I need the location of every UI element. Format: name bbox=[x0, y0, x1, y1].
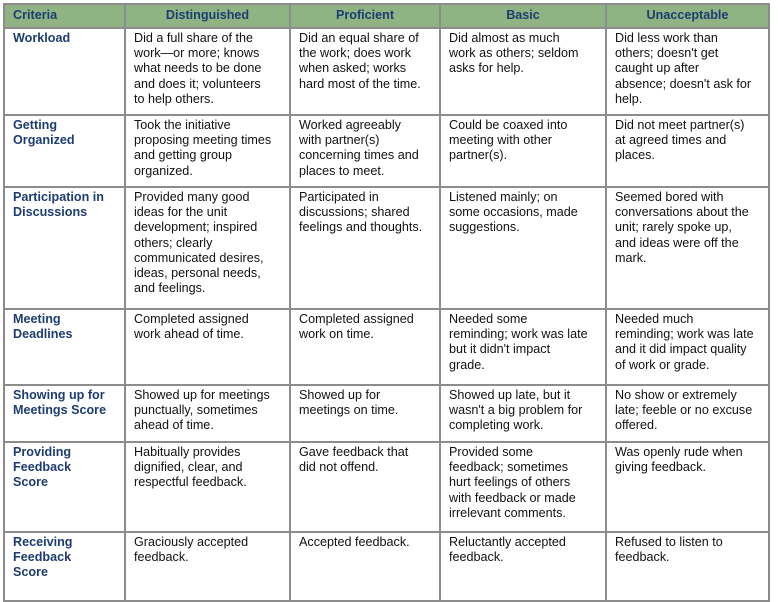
cell-text-line: meetings on time. bbox=[299, 403, 399, 418]
criteria-cell bbox=[4, 28, 125, 115]
table-row bbox=[4, 385, 769, 442]
cell-text-line: Gave feedback that bbox=[299, 445, 409, 459]
cell-text-line: suggestions. bbox=[449, 220, 520, 235]
proficient-cell bbox=[290, 385, 440, 442]
table-row bbox=[4, 115, 769, 187]
cell-text-line: Did almost as much bbox=[449, 31, 560, 45]
cell-text-line: work ahead of time. bbox=[134, 327, 244, 342]
cell-text-line: reminding; work was late bbox=[449, 327, 588, 342]
cell-text-line: at agreed times and bbox=[615, 133, 727, 148]
cell-text-line: did not offend. bbox=[299, 460, 379, 475]
cell-text-line: Did less work than bbox=[615, 31, 718, 45]
basic-cell bbox=[440, 385, 606, 442]
cell-text-line: proposing meeting times bbox=[134, 133, 272, 148]
unacceptable-cell bbox=[606, 187, 769, 309]
distinguished-cell bbox=[125, 115, 290, 187]
cell-text-line: Completed assigned bbox=[134, 312, 249, 326]
cell-text-line: work on time. bbox=[299, 327, 374, 342]
distinguished-cell bbox=[125, 532, 290, 601]
header-basic: Basic bbox=[440, 4, 606, 28]
cell-text-line: Getting bbox=[13, 118, 58, 132]
proficient-cell bbox=[290, 532, 440, 601]
cell-text-line: dignified, clear, and bbox=[134, 460, 243, 475]
cell-text-line: with partner(s) bbox=[299, 133, 380, 148]
cell-text-line: reminding; work was late bbox=[615, 327, 754, 342]
cell-text-line: Meetings Score bbox=[13, 403, 107, 418]
cell-text-line: Listened mainly; on bbox=[449, 190, 558, 204]
cell-text-line: asks for help. bbox=[449, 61, 524, 76]
unacceptable-cell bbox=[606, 115, 769, 187]
table-row bbox=[4, 187, 769, 309]
cell-text-line: offered. bbox=[615, 418, 658, 433]
basic-cell bbox=[440, 115, 606, 187]
cell-text-line: some occasions, made bbox=[449, 205, 578, 220]
cell-text-line: discussions; shared bbox=[299, 205, 410, 220]
cell-text-line: Refused to listen to bbox=[615, 535, 723, 549]
cell-text-line: ahead of time. bbox=[134, 418, 214, 433]
cell-text-line: and does it; volunteers bbox=[134, 76, 261, 91]
cell-text-line: of work or grade. bbox=[615, 357, 710, 372]
cell-text-line: feedback. bbox=[615, 550, 670, 565]
table-row bbox=[4, 532, 769, 601]
cell-text-line: giving feedback. bbox=[615, 460, 707, 475]
cell-text-line: Receiving bbox=[13, 535, 73, 549]
cell-text-line: Participation in bbox=[13, 190, 104, 204]
header-distinguished: Distinguished bbox=[125, 4, 290, 28]
basic-cell bbox=[440, 532, 606, 601]
cell-text-line: Reluctantly accepted bbox=[449, 535, 566, 549]
basic-cell bbox=[440, 28, 606, 115]
cell-text-line: and it did impact quality bbox=[615, 342, 747, 357]
cell-text-line: mark. bbox=[615, 250, 647, 265]
distinguished-cell bbox=[125, 442, 290, 532]
cell-text-line: places to meet. bbox=[299, 163, 385, 178]
basic-cell bbox=[440, 442, 606, 532]
cell-text-line: and getting group bbox=[134, 148, 233, 163]
cell-text-line: Took the initiative bbox=[134, 118, 231, 132]
cell-text-line: irrelevant comments. bbox=[449, 505, 566, 520]
unacceptable-cell bbox=[606, 442, 769, 532]
cell-text-line: feedback. bbox=[449, 550, 504, 565]
cell-text-line: completing work. bbox=[449, 418, 544, 433]
cell-text-line: feedback. bbox=[134, 550, 189, 565]
unacceptable-cell bbox=[606, 309, 769, 385]
cell-text-line: Score bbox=[13, 475, 49, 490]
criteria-cell bbox=[4, 532, 125, 601]
criteria-cell bbox=[4, 309, 125, 385]
cell-text-line: ideas, personal needs, bbox=[134, 266, 261, 281]
cell-text-line: Did a full share of the bbox=[134, 31, 254, 45]
distinguished-cell bbox=[125, 385, 290, 442]
cell-text-line: Graciously accepted bbox=[134, 535, 249, 549]
cell-text-line: Did not meet partner(s) bbox=[615, 118, 745, 132]
cell-text-line: Did an equal share of bbox=[299, 31, 419, 45]
cell-text-line: Providing bbox=[13, 445, 72, 459]
cell-text-line: concerning times and bbox=[299, 148, 419, 163]
cell-text-line: places. bbox=[615, 148, 655, 163]
cell-text-line: Showed up for meetings bbox=[134, 388, 270, 402]
cell-text-line: communicated desires, bbox=[134, 250, 264, 265]
cell-text-line: grade. bbox=[449, 357, 485, 372]
rubric-header bbox=[4, 4, 769, 28]
cell-text-line: Provided some bbox=[449, 445, 533, 459]
cell-text-line: when asked; works bbox=[299, 61, 407, 76]
table-row bbox=[4, 442, 769, 532]
criteria-cell bbox=[4, 442, 125, 532]
table-row bbox=[4, 309, 769, 385]
header-unacceptable: Unacceptable bbox=[606, 4, 769, 28]
cell-text-line: ideas for the unit bbox=[134, 205, 228, 220]
cell-text-line: Habitually provides bbox=[134, 445, 241, 459]
cell-text-line: work—or more; knows bbox=[134, 46, 260, 61]
cell-text-line: others; doesn't get bbox=[615, 46, 719, 61]
cell-text-line: respectful feedback. bbox=[134, 475, 247, 490]
proficient-cell bbox=[290, 187, 440, 309]
cell-text-line: organized. bbox=[134, 163, 193, 178]
table-row bbox=[4, 28, 769, 115]
header-proficient: Proficient bbox=[290, 4, 440, 28]
cell-text-line: Workload bbox=[13, 31, 71, 45]
cell-text-line: Provided many good bbox=[134, 190, 250, 204]
cell-text-line: and feelings. bbox=[134, 281, 206, 296]
cell-text-line: Showed up for bbox=[299, 388, 381, 402]
cell-text-line: others; clearly bbox=[134, 235, 213, 250]
cell-text-line: Needed much bbox=[615, 312, 694, 326]
cell-text-line: meeting with other bbox=[449, 133, 552, 148]
header-criteria: Criteria bbox=[4, 4, 125, 28]
cell-text-line: partner(s). bbox=[449, 148, 508, 163]
cell-text-line: hurt feelings of others bbox=[449, 475, 571, 490]
cell-text-line: Needed some bbox=[449, 312, 528, 326]
cell-text-line: No show or extremely bbox=[615, 388, 737, 402]
cell-text-line: development; inspired bbox=[134, 220, 258, 235]
cell-text-line: Feedback bbox=[13, 460, 72, 475]
criteria-cell bbox=[4, 115, 125, 187]
cell-text-line: but it didn't impact bbox=[449, 342, 551, 357]
cell-text-line: to help others. bbox=[134, 91, 214, 106]
unacceptable-cell bbox=[606, 28, 769, 115]
cell-text-line: Deadlines bbox=[13, 327, 73, 342]
criteria-cell bbox=[4, 385, 125, 442]
cell-text-line: Discussions bbox=[13, 205, 88, 220]
cell-text-line: Worked agreeably bbox=[299, 118, 401, 132]
cell-text-line: absence; doesn't ask for bbox=[615, 76, 752, 91]
cell-text-line: Meeting bbox=[13, 312, 61, 326]
header-row bbox=[4, 4, 769, 28]
rubric-body bbox=[4, 28, 769, 601]
proficient-cell bbox=[290, 115, 440, 187]
cell-text-line: what needs to be done bbox=[134, 61, 262, 76]
unacceptable-cell bbox=[606, 532, 769, 601]
cell-text-line: the work; does work bbox=[299, 46, 411, 61]
distinguished-cell bbox=[125, 187, 290, 309]
cell-text-line: caught up after bbox=[615, 61, 700, 76]
cell-text-line: help. bbox=[615, 91, 643, 106]
cell-text-line: Showed up late, but it bbox=[449, 388, 571, 402]
criteria-cell bbox=[4, 187, 125, 309]
cell-text-line: punctually, sometimes bbox=[134, 403, 258, 418]
unacceptable-cell bbox=[606, 385, 769, 442]
cell-text-line: Organized bbox=[13, 133, 75, 148]
cell-text-line: Participated in bbox=[299, 190, 379, 204]
cell-text-line: with feedback or made bbox=[449, 490, 576, 505]
cell-text-line: Accepted feedback. bbox=[299, 535, 410, 549]
cell-text-line: Feedback bbox=[13, 550, 72, 565]
cell-text-line: Completed assigned bbox=[299, 312, 414, 326]
cell-text-line: conversations about the bbox=[615, 205, 749, 220]
cell-text-line: Showing up for bbox=[13, 388, 105, 402]
cell-text-line: Could be coaxed into bbox=[449, 118, 568, 132]
distinguished-cell bbox=[125, 28, 290, 115]
cell-text-line: wasn't a big problem for bbox=[449, 403, 583, 418]
cell-text-line: feedback; sometimes bbox=[449, 460, 568, 475]
cell-text-line: and ideas were off the bbox=[615, 235, 739, 250]
distinguished-cell bbox=[125, 309, 290, 385]
cell-text-line: Seemed bored with bbox=[615, 190, 724, 204]
proficient-cell bbox=[290, 28, 440, 115]
cell-text-line: feelings and thoughts. bbox=[299, 220, 423, 235]
cell-text-line: Score bbox=[13, 565, 49, 580]
cell-text-line: Was openly rude when bbox=[615, 445, 743, 459]
proficient-cell bbox=[290, 309, 440, 385]
basic-cell bbox=[440, 309, 606, 385]
cell-text-line: late; feeble or no excuse bbox=[615, 403, 753, 418]
basic-cell bbox=[440, 187, 606, 309]
cell-text-line: hard most of the time. bbox=[299, 76, 421, 91]
cell-text-line: work as others; seldom bbox=[449, 46, 579, 61]
cell-text-line: unit; rarely spoke up, bbox=[615, 220, 732, 235]
proficient-cell bbox=[290, 442, 440, 532]
rubric-table bbox=[3, 3, 770, 602]
